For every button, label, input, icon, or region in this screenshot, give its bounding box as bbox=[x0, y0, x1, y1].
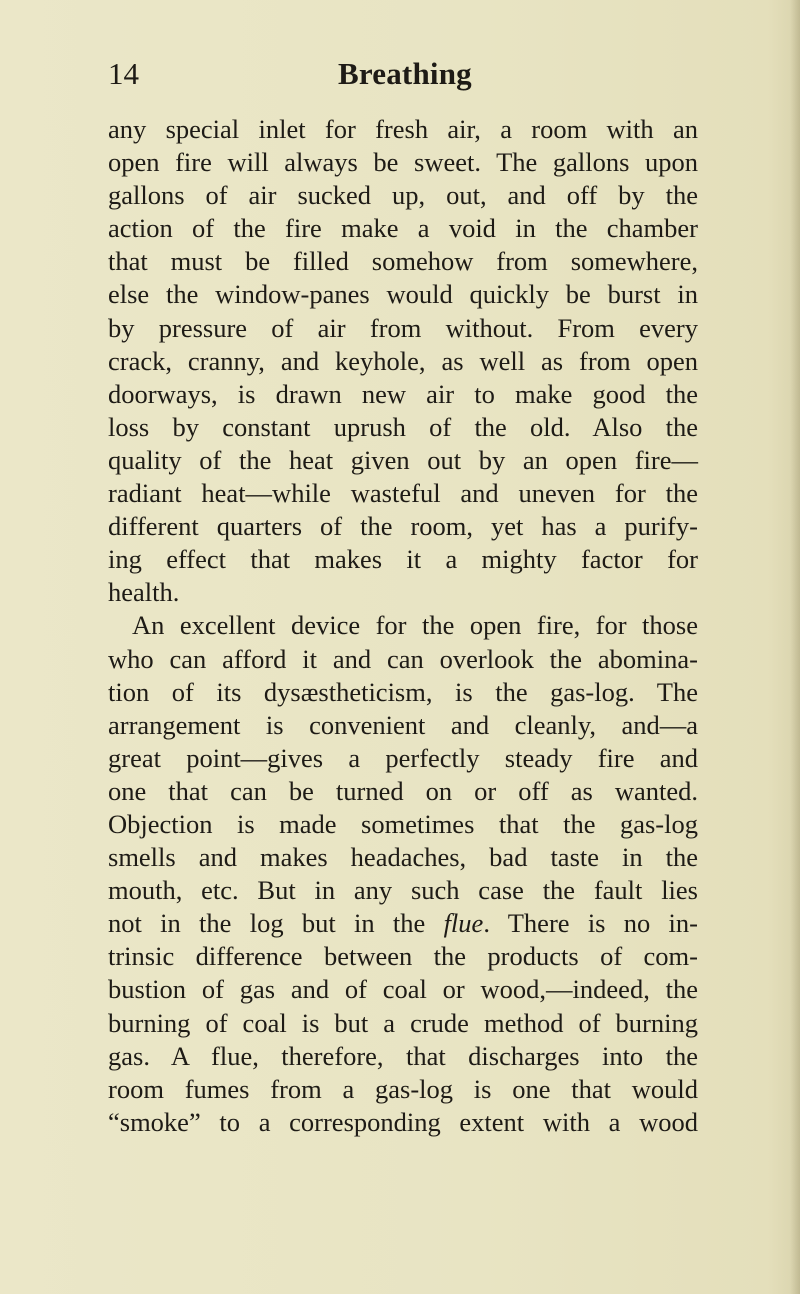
text-line: one that can be turned on or off as wanted. bbox=[108, 775, 698, 806]
text-line: smells and makes headaches, bad taste in the bbox=[108, 842, 698, 873]
text-line: who can afford it and can overlook the abomina- bbox=[108, 643, 698, 674]
text-line: gas. A flue, therefore, that discharges into the bbox=[108, 1040, 698, 1071]
text-line: open fire will always be sweet. The gallons upon bbox=[108, 147, 698, 178]
text-line: Objection is made sometimes that the gas-log bbox=[108, 808, 698, 839]
text-line: else the window-panes would quickly be burst in bbox=[108, 279, 698, 310]
text-line: gallons of air sucked up, out, and off by the bbox=[108, 180, 698, 211]
running-head: Breathing bbox=[338, 56, 472, 91]
text-line: crack, cranny, and keyhole, as well as from open bbox=[108, 345, 698, 376]
text-line: any special inlet for fresh air, a room with an bbox=[108, 114, 698, 144]
text-line: An excellent device for the open fire, for those bbox=[132, 610, 698, 641]
text-line-with-italic bbox=[108, 907, 698, 940]
text-line: action of the fire make a void in the chamber bbox=[108, 213, 698, 244]
text-line: doorways, is drawn new air to make good the bbox=[108, 378, 698, 409]
italic-word-flue: flue bbox=[443, 908, 484, 939]
page-edge-shadow bbox=[790, 0, 800, 1294]
text-line: by pressure of air from without. From every bbox=[108, 312, 698, 343]
text-line: health. bbox=[108, 577, 180, 608]
text-line: room fumes from a gas-log is one that would bbox=[108, 1073, 698, 1104]
text-segment: . There is no in- bbox=[483, 908, 698, 939]
body-text bbox=[108, 113, 698, 1139]
text-line: tion of its dysæstheticism, is the gas-log. The bbox=[108, 676, 698, 707]
text-line: quality of the heat given out by an open fire— bbox=[108, 444, 698, 475]
text-line: loss by constant uprush of the old. Also the bbox=[108, 411, 698, 442]
text-line: burning of coal is but a crude method of burning bbox=[108, 1007, 698, 1038]
page-header bbox=[108, 52, 708, 96]
text-line: radiant heat—while wasteful and uneven for the bbox=[108, 478, 698, 509]
text-line: bustion of gas and of coal or wood,—indeed, the bbox=[108, 974, 698, 1005]
text-line: trinsic difference between the products of com- bbox=[108, 941, 698, 972]
text-line: arrangement is convenient and cleanly, and—a bbox=[108, 709, 698, 740]
text-line: ing effect that makes it a mighty factor for bbox=[108, 544, 698, 575]
text-segment: not in the log but in the bbox=[108, 908, 444, 939]
text-line: different quarters of the room, yet has a purify- bbox=[108, 511, 698, 542]
text-line: mouth, etc. But in any such case the fault lies bbox=[108, 875, 698, 906]
page-number: 14 bbox=[108, 56, 139, 91]
text-line: “smoke” to a corresponding extent with a wood bbox=[108, 1106, 698, 1137]
text-line: great point—gives a perfectly steady fire and bbox=[108, 742, 698, 773]
text-line: that must be filled somehow from somewhere, bbox=[108, 246, 698, 277]
